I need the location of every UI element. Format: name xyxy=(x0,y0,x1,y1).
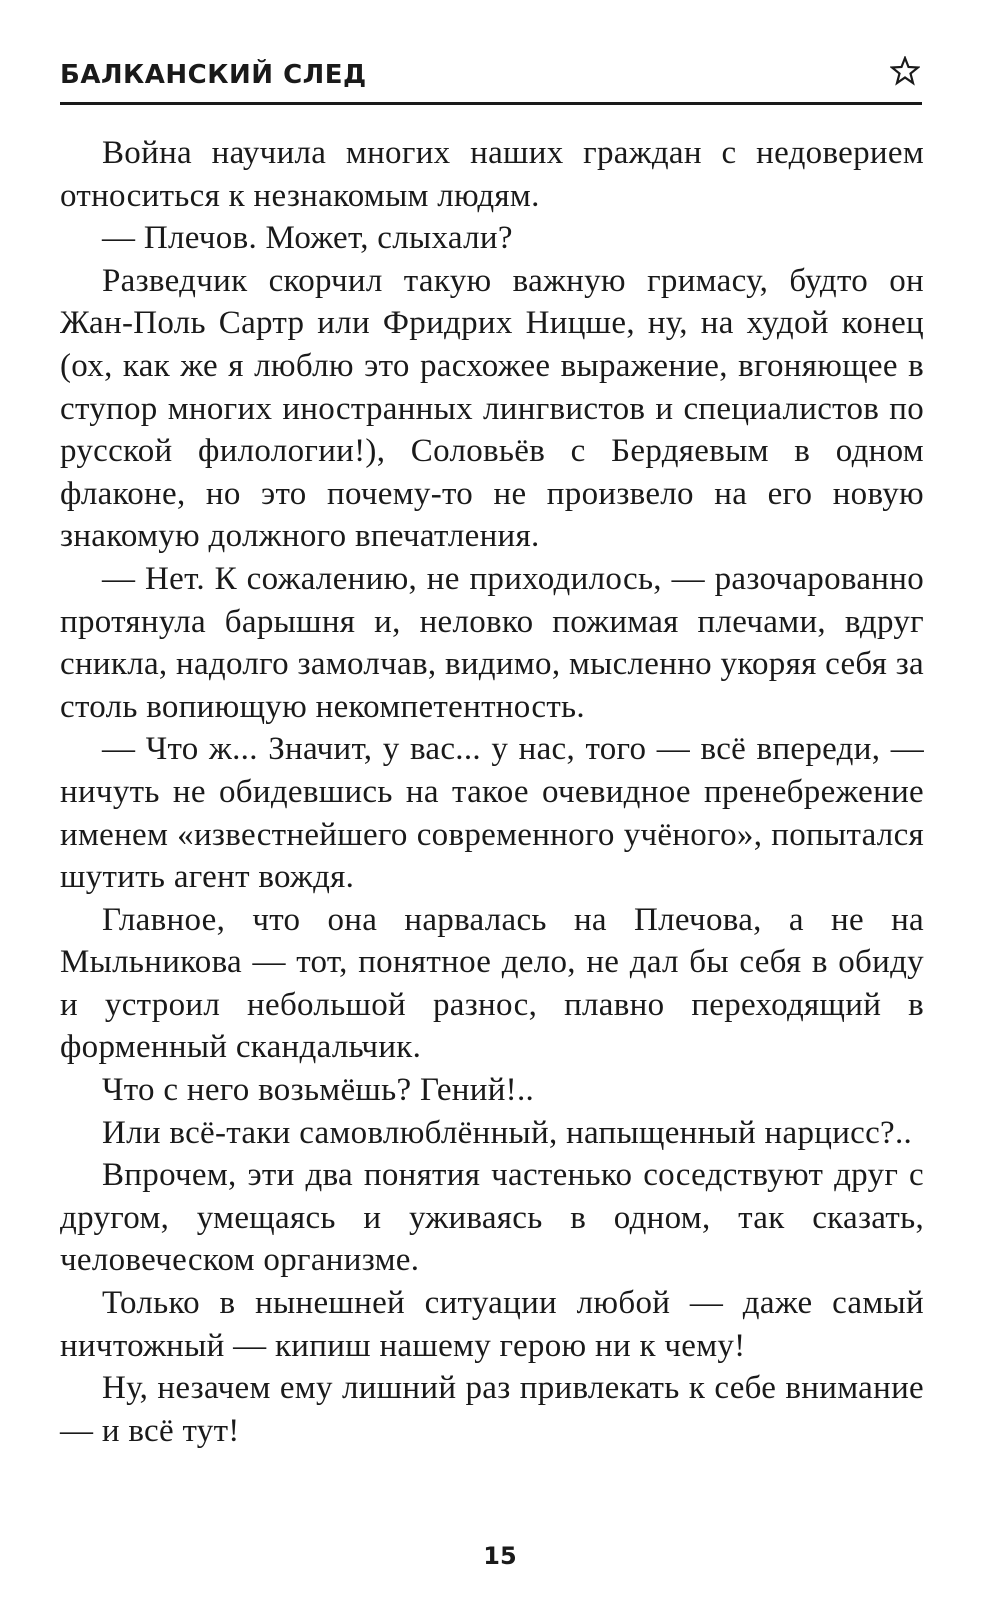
paragraph: Что с него возьмёшь? Гений!.. xyxy=(102,1072,535,1109)
paragraph: Впрочем, эти два понятия частенько соседствуют друг с другом, умещаясь и уживаясь в одном, так сказать, человеческом организме. xyxy=(60,1157,924,1279)
running-header xyxy=(60,56,922,105)
book-title: БАЛКАНСКИЙ СЛЕД xyxy=(60,60,367,90)
paragraph: Разведчик скорчил такую важную гримасу, будто он Жан-Поль Сартр или Фридрих Ницше, ну, на худой конец (ох, как же я люблю это расхожее выражение, вгоняющее в ступор многих иностранных лингвистов и специалистов по русской филологии!), Соловьёв с Бердяевым в одном флаконе, но это почему-то не произвело на его новую знакомую должного впечатления. xyxy=(60,262,924,555)
star-outline-icon xyxy=(890,56,920,86)
paragraph: — Что ж... Значит, у вас... у нас, того — всё впереди, — ничуть не обидевшись на такое очевидное пренебрежение именем «известнейшего современного учёного», попытался шутить агент вождя. xyxy=(60,731,924,896)
paragraph: Война научила многих наших граждан с недоверием относиться к незнакомым людям. xyxy=(60,135,924,214)
page-number: 15 xyxy=(483,1542,517,1570)
paragraph: Только в нынешней ситуации любой — даже самый ничтожный — кипиш нашему герою ни к чему! xyxy=(60,1285,924,1364)
paragraph: Или всё-таки самовлюблённый, напыщенный нарцисс?.. xyxy=(102,1114,913,1151)
paragraph: Главное, что она нарвалась на Плечова, а не на Мыльникова — тот, понятное дело, не дал бы себя в обиду и устроил небольшой разнос, плавно переходящий в форменный скандальчик. xyxy=(60,901,924,1066)
paragraph: — Плечов. Может, слыхали? xyxy=(102,220,513,257)
paragraph: Ну, незачем ему лишний раз привлекать к себе внимание — и всё тут! xyxy=(60,1370,924,1449)
paragraph: — Нет. К сожалению, не приходилось, — разочарованно протянула барышня и, неловко пожимая плечами, вдруг сникла, надолго замолчав, видимо, мысленно укоряя себя за столь вопиющую некомпетентность. xyxy=(60,560,924,725)
page-body xyxy=(60,132,924,1452)
